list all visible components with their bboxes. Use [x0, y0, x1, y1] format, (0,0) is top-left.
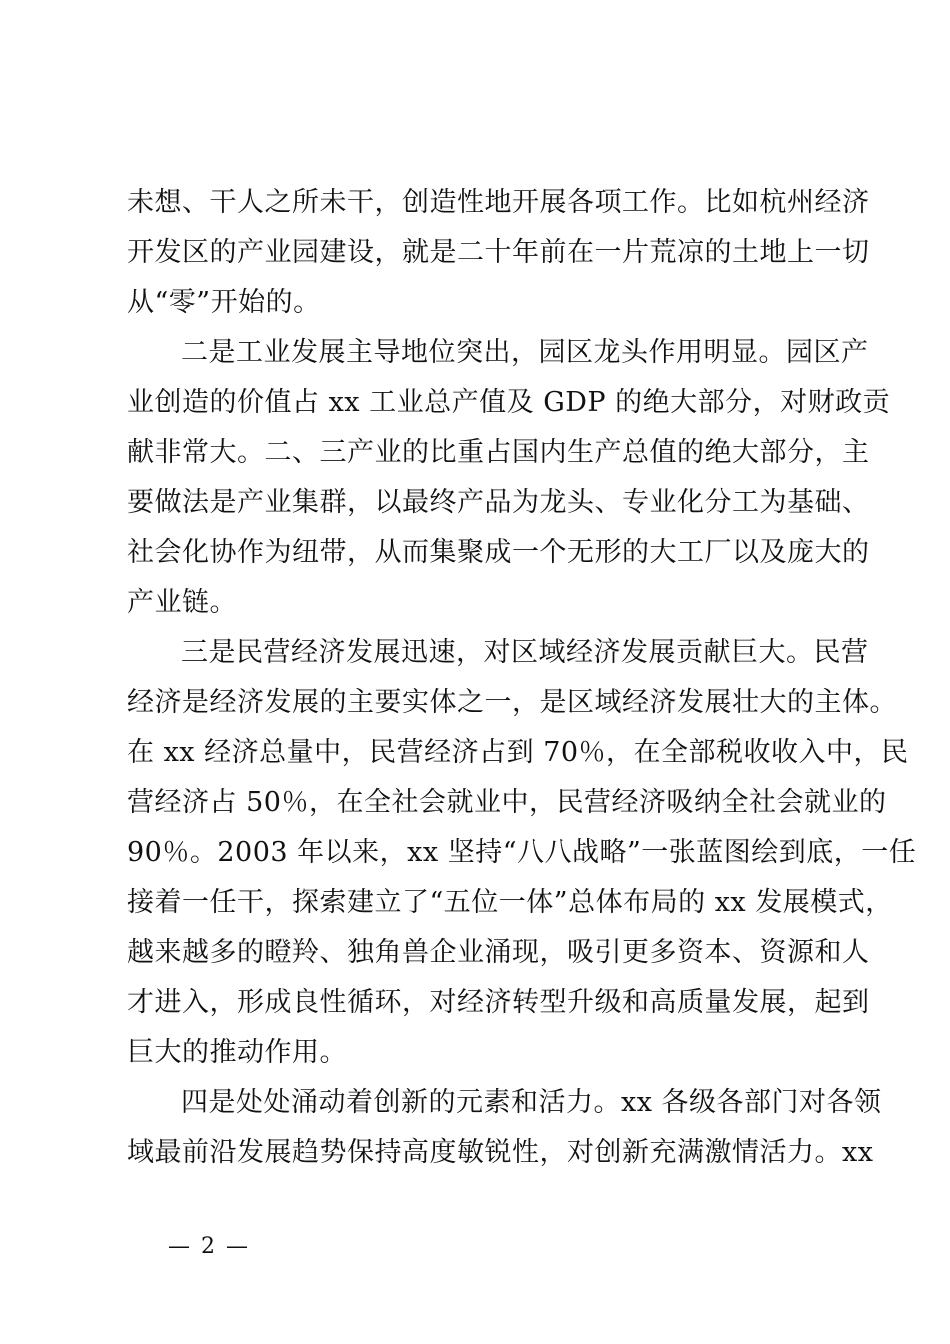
text-line: 才进入，形成良性循环，对经济转型升级和高质量发展，起到: [127, 987, 870, 1018]
text-line: 越来越多的瞪羚、独角兽企业涌现，吸引更多资本、资源和人: [127, 937, 870, 968]
paragraph-start-line: 三是民营经济发展迅速，对区域经济发展贡献巨大。民营: [181, 637, 869, 668]
text-line: 在 xx 经济总量中，民营经济占到 70％，在全部税收收入中，民: [127, 737, 909, 768]
text-line: 开发区的产业园建设，就是二十年前在一片荒凉的土地上一切: [127, 237, 870, 268]
text-line: 从“零”开始的。: [127, 287, 321, 318]
text-line: 营经济占 50％，在全社会就业中，民营经济吸纳全社会就业的: [127, 787, 887, 818]
text-line: 90％。2003 年以来，xx 坚持“八八战略”一张蓝图绘到底，一任: [127, 837, 917, 868]
body-text: [127, 178, 917, 1178]
text-line: 巨大的推动作用。: [127, 1037, 347, 1068]
page-number: — 2 —: [168, 1234, 250, 1259]
paragraph-start-line: 二是工业发展主导地位突出，园区龙头作用明显。园区产: [181, 337, 869, 368]
text-line: 社会化协作为纽带，从而集聚成一个无形的大工厂以及庞大的: [127, 537, 870, 568]
text-line: 献非常大。二、三产业的比重占国内生产总值的绝大部分，主: [127, 437, 870, 468]
text-line: 未想、干人之所未干，创造性地开展各项工作。比如杭州经济: [127, 187, 870, 218]
text-line: 经济是经济发展的主要实体之一，是区域经济发展壮大的主体。: [127, 687, 897, 718]
text-line: 接着一任干，探索建立了“五位一体”总体布局的 xx 发展模式，: [127, 887, 893, 918]
text-line: 要做法是产业集群，以最终产品为龙头、专业化分工为基础、: [127, 487, 870, 518]
text-line: 域最前沿发展趋势保持高度敏锐性，对创新充满激情活力。xx: [127, 1137, 874, 1168]
text-line: 业创造的价值占 xx 工业总产值及 GDP 的绝大部分，对财政贡: [127, 387, 891, 418]
paragraph-start-line: 四是处处涌动着创新的元素和活力。xx 各级各部门对各领: [181, 1087, 882, 1118]
text-line: 产业链。: [127, 587, 237, 618]
